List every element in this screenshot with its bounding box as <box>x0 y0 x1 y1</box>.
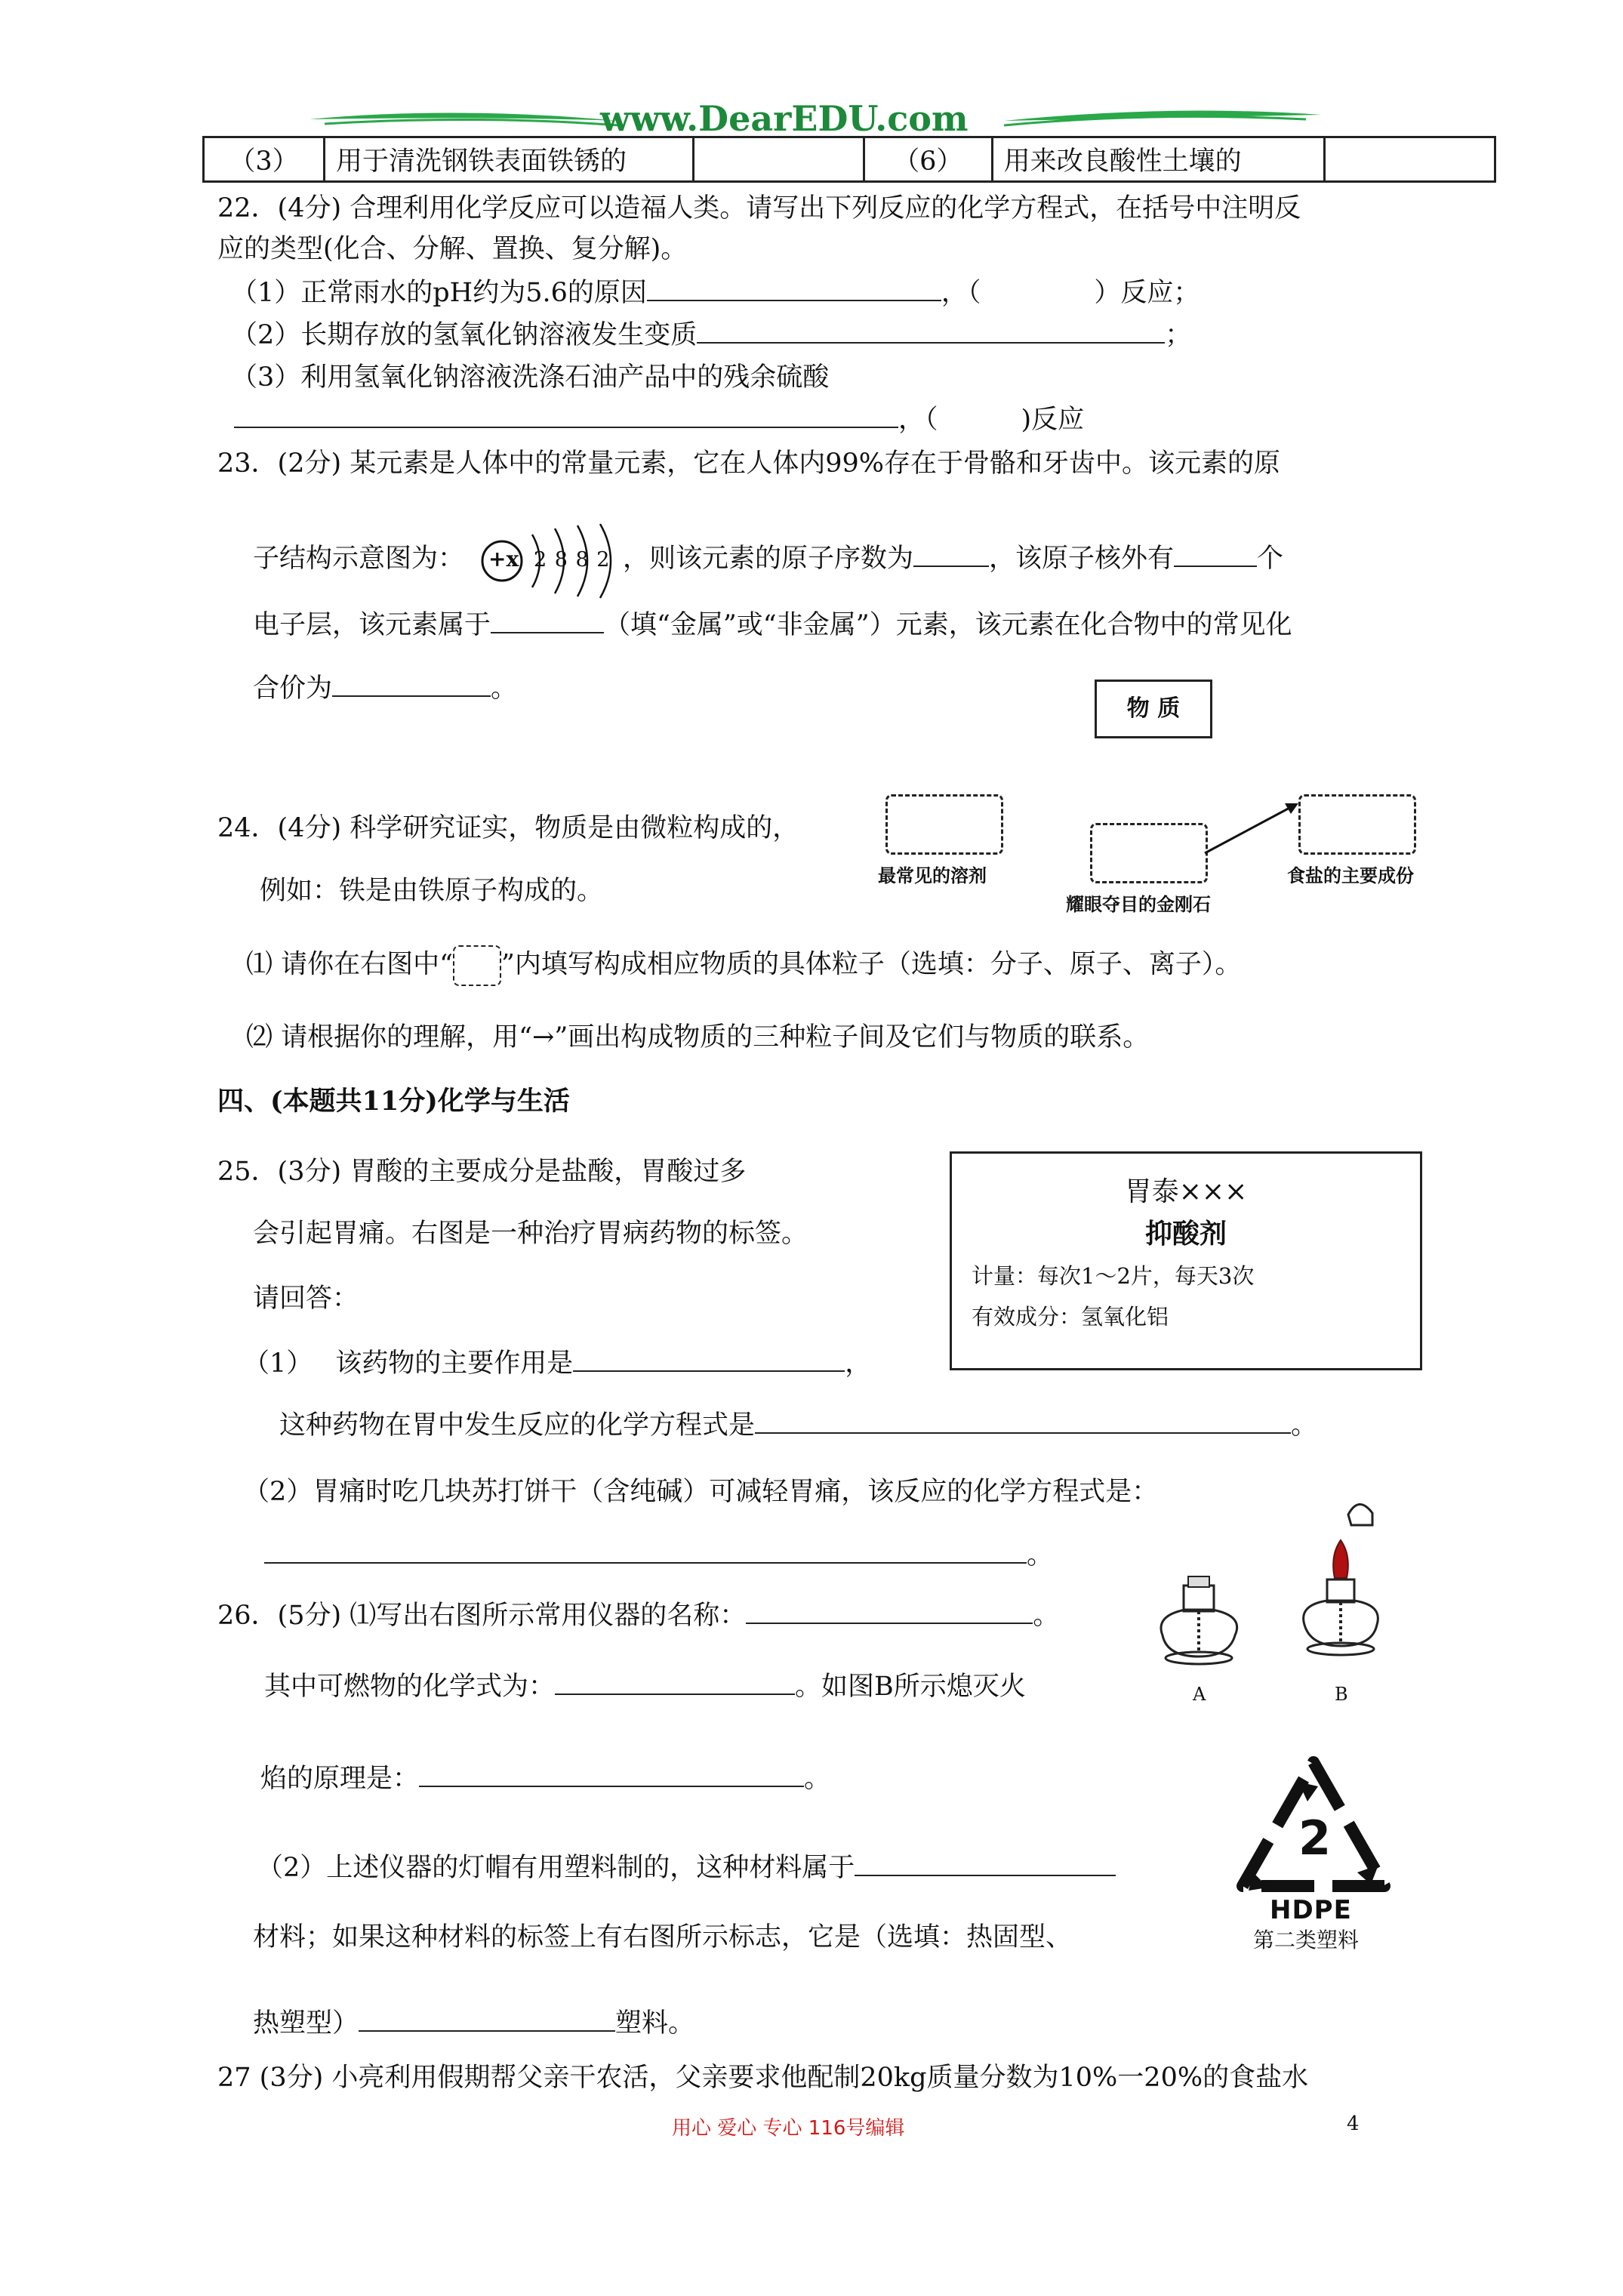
particle-box-salt[interactable] <box>1298 794 1416 855</box>
table-cell: （6） <box>864 137 992 182</box>
q24-title: 24．(4分) 科学研究证实，物质是由微粒构成的， <box>217 813 799 843</box>
q22-part2: （2）长期存放的氢氧化钠溶液发生变质 ； <box>231 320 1192 350</box>
q25-part2: （2）胃痛时吃几块苏打饼干（含纯碱）可减轻胃痛，该反应的化学方程式是： <box>243 1477 1159 1507</box>
answer-table-row <box>202 136 1496 183</box>
alcohol-lamp-figure <box>1132 1495 1404 1744</box>
q26-line6: 热塑型） 塑料。 <box>253 2008 695 2039</box>
table-cell: 用来改良酸性土壤的 <box>992 137 1325 182</box>
q24-line2: 例如：铁是由铁原子构成的。 <box>260 876 604 906</box>
particle-box-diamond[interactable] <box>1090 823 1208 883</box>
answer-blank[interactable] <box>855 1852 1116 1876</box>
q22-part3: （3）利用氢氧化钠溶液洗涤石油产品中的残余硫酸 <box>231 362 830 393</box>
answer-blank[interactable] <box>264 1539 1027 1564</box>
q25-line3: 请回答： <box>253 1284 359 1314</box>
atom-shell-numbers: 2 8 8 2 <box>534 548 611 572</box>
answer-blank[interactable] <box>746 1600 1033 1624</box>
answer-blank[interactable] <box>913 543 989 567</box>
solvent-caption: 最常见的溶剂 <box>878 865 987 886</box>
atom-nucleus-label: +x <box>488 547 519 572</box>
q27-title: 27 (3分) 小亮利用假期帮父亲干农活，父亲要求他配制20kg质量分数为10%一20%的食盐水 <box>217 2063 1309 2093</box>
atom-structure-diagram <box>472 519 630 603</box>
answer-blank[interactable] <box>573 1348 845 1372</box>
diamond-caption: 耀眼夺目的金刚石 <box>1066 894 1211 915</box>
answer-blank[interactable] <box>647 277 941 301</box>
answer-blank[interactable] <box>332 673 491 697</box>
answer-blank[interactable] <box>359 2008 615 2032</box>
diagram-arrow <box>1203 800 1301 861</box>
table-cell-answer[interactable] <box>694 137 864 182</box>
q26-part2: （2）上述仪器的灯帽有用塑料制的，这种材料属于 <box>257 1851 1116 1885</box>
answer-blank[interactable] <box>419 1763 804 1787</box>
medicine-label <box>950 1151 1422 1370</box>
lamp-b-label: B <box>1335 1684 1348 1705</box>
q22-part1: （1）正常雨水的pH约为5.6的原因 ，（ ）反应； <box>231 278 1200 308</box>
q23-line3: 电子层，该元素属于 （填“金属”或“非金属”）元素，该元素在化合物中的常见化 <box>253 610 1292 640</box>
answer-blank[interactable] <box>755 1410 1291 1434</box>
particle-box-solvent[interactable] <box>885 794 1003 855</box>
header-site-text: www.DearEDU.com <box>600 98 969 139</box>
q22-title-cont: 应的类型(化合、分解、置换、复分解)。 <box>217 234 688 264</box>
q23-title: 23．(2分) 某元素是人体中的常量元素，它在人体内99%存在于骨骼和牙齿中。该元素的原 <box>217 448 1281 479</box>
table-cell: （3） <box>204 137 325 182</box>
footer-text: 用心 爱心 专心 116号编辑 <box>672 2117 905 2140</box>
q25-title: 25．(3分) 胃酸的主要成分是盐酸，胃酸过多 <box>217 1157 747 1187</box>
q26-line2: 其中可燃物的化学式为： 。如图B所示熄灭火 <box>264 1672 1026 1702</box>
q25-line2: 会引起胃痛。右图是一种治疗胃病药物的标签。 <box>253 1219 808 1249</box>
recycle-caption: 第二类塑料 <box>1253 1928 1360 1952</box>
q22-part3-answer: ，（ )反应 <box>234 403 1084 436</box>
recycle-symbol <box>1223 1752 1404 1952</box>
recycle-number: 2 <box>1298 1811 1332 1866</box>
dashed-box-icon <box>453 945 501 986</box>
answer-blank[interactable] <box>555 1671 795 1695</box>
salt-caption: 食盐的主要成份 <box>1287 865 1414 886</box>
medicine-ingredient: 有效成分：氢氧化铝 <box>972 1304 1169 1330</box>
table-cell: 用于清洗钢铁表面铁锈的 <box>324 137 693 182</box>
medicine-type: 抑酸剂 <box>1144 1218 1227 1250</box>
q25-part2-answer: 。 <box>264 1539 1053 1572</box>
answer-blank[interactable] <box>697 319 1165 344</box>
recycle-code: HDPE <box>1270 1895 1352 1925</box>
q24-part2: ⑵ 请根据你的理解，用“→”画出构成物质的三种粒子间及它们与物质的联系。 <box>246 1022 1150 1052</box>
q23-line4: 合价为 。 <box>253 673 518 704</box>
q23-line2: 子结构示意图为： ，则该元素的原子序数为 ，该原子核外有 个 <box>253 544 1284 574</box>
section4-title: 四、(本题共11分)化学与生活 <box>217 1086 570 1117</box>
q26-title: 26．(5分) ⑴写出右图所示常用仪器的名称： 。 <box>217 1601 1060 1631</box>
answer-blank[interactable] <box>491 609 604 633</box>
substance-box <box>1095 680 1212 738</box>
table-cell-answer[interactable] <box>1325 137 1495 182</box>
q22-title: 22．(4分) 合理利用化学反应可以造福人类。请写出下列反应的化学方程式，在括号中注明反 <box>217 193 1301 223</box>
page-number: 4 <box>1347 2113 1360 2135</box>
q25-part1: （1） 该药物的主要作用是 ， <box>243 1348 872 1379</box>
q25-part1-eq: 这种药物在胃中发生反应的化学方程式是 。 <box>279 1410 1318 1441</box>
q26-line3: 焰的原理是： 。 <box>260 1764 831 1794</box>
medicine-dose: 计量：每次1～2片，每天3次 <box>972 1263 1255 1289</box>
answer-blank[interactable] <box>234 404 898 428</box>
medicine-name: 胃泰××× <box>1124 1176 1248 1207</box>
lamp-a-label: A <box>1193 1684 1206 1705</box>
substance-label: 物 质 <box>1126 695 1181 722</box>
q24-part1: ⑴ 请你在右图中“ ”内填写构成相应物质的具体粒子（选填：分子、原子、离子）。 <box>246 945 1241 986</box>
q26-line5: 材料；如果这种材料的标签上有右图所示标志，它是（选填：热固型、 <box>253 1922 1073 1952</box>
answer-blank[interactable] <box>1174 543 1257 567</box>
